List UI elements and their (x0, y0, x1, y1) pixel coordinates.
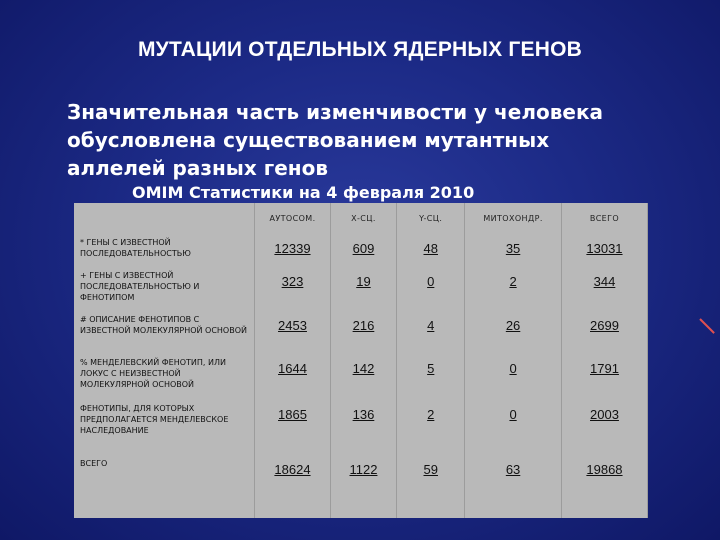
row-label: ФЕНОТИПЫ, ДЛЯ КОТОРЫХ ПРЕДПОЛАГАЕТСЯ МЕНДЕЛЕВСКОЕ НАСЛЕДОВАНИЕ (74, 399, 255, 454)
cell-autosomal: 12339 (255, 233, 330, 266)
cell-y-linked: 4 (397, 310, 465, 353)
cell-mitochondrial: 0 (465, 399, 562, 454)
header-total: ВСЕГО (561, 203, 647, 233)
cell-y-linked: 0 (397, 266, 465, 310)
cell-total: 344 (561, 266, 647, 310)
table-row (74, 233, 648, 266)
cell-autosomal: 1644 (255, 353, 330, 399)
decorative-line (699, 318, 715, 334)
cell-x-linked: 142 (330, 353, 397, 399)
omim-statistics-table (74, 203, 648, 518)
row-label: ВСЕГО (74, 454, 255, 518)
cell-autosomal: 2453 (255, 310, 330, 353)
cell-x-linked: 216 (330, 310, 397, 353)
cell-mitochondrial: 63 (465, 454, 562, 518)
cell-x-linked: 609 (330, 233, 397, 266)
cell-y-linked: 48 (397, 233, 465, 266)
cell-mitochondrial: 0 (465, 353, 562, 399)
cell-y-linked: 5 (397, 353, 465, 399)
cell-total: 19868 (561, 454, 647, 518)
header-mitochondrial: МИТОХОНДР. (465, 203, 562, 233)
cell-mitochondrial: 35 (465, 233, 562, 266)
cell-mitochondrial: 2 (465, 266, 562, 310)
row-label: # ОПИСАНИЕ ФЕНОТИПОВ С ИЗВЕСТНОЙ МОЛЕКУЛЯРНОЙ ОСНОВОЙ (74, 310, 255, 353)
row-label: * ГЕНЫ С ИЗВЕСТНОЙ ПОСЛЕДОВАТЕЛЬНОСТЬЮ (74, 233, 255, 266)
cell-x-linked: 1122 (330, 454, 397, 518)
table-row (74, 266, 648, 310)
cell-mitochondrial: 26 (465, 310, 562, 353)
cell-total: 13031 (561, 233, 647, 266)
slide-title: МУТАЦИИ ОТДЕЛЬНЫХ ЯДЕРНЫХ ГЕНОВ (137, 38, 582, 61)
cell-x-linked: 19 (330, 266, 397, 310)
cell-total: 1791 (561, 353, 647, 399)
row-label: % МЕНДЕЛЕВСКИЙ ФЕНОТИП, ИЛИ ЛОКУС С НЕИЗВЕСТНОЙ МОЛЕКУЛЯРНОЙ ОСНОВОЙ (74, 353, 255, 399)
cell-y-linked: 59 (397, 454, 465, 518)
row-label: + ГЕНЫ С ИЗВЕСТНОЙ ПОСЛЕДОВАТЕЛЬНОСТЬЮ И ФЕНОТИПОМ (74, 266, 255, 310)
table-header-row (74, 203, 648, 233)
cell-total: 2003 (561, 399, 647, 454)
header-autosomal: АУТОСОМ. (255, 203, 330, 233)
cell-total: 2699 (561, 310, 647, 353)
cell-y-linked: 2 (397, 399, 465, 454)
lead-line: аллелей разных генов (67, 156, 328, 180)
header-x-linked: Х-СЦ. (330, 203, 397, 233)
cell-autosomal: 18624 (255, 454, 330, 518)
table-row (74, 310, 648, 353)
lead-line: Значительная часть изменчивости у человека (67, 100, 604, 124)
header-y-linked: Y-СЦ. (397, 203, 465, 233)
table-row (74, 353, 648, 399)
cell-autosomal: 323 (255, 266, 330, 310)
lead-text (67, 98, 687, 182)
lead-line: обусловлена существованием мутантных (67, 128, 550, 152)
header-corner (74, 203, 255, 233)
omim-subtitle: OMIM Статистики на 4 февраля 2010 (132, 183, 475, 202)
table-row (74, 399, 648, 454)
cell-x-linked: 136 (330, 399, 397, 454)
cell-autosomal: 1865 (255, 399, 330, 454)
table-row (74, 454, 648, 518)
